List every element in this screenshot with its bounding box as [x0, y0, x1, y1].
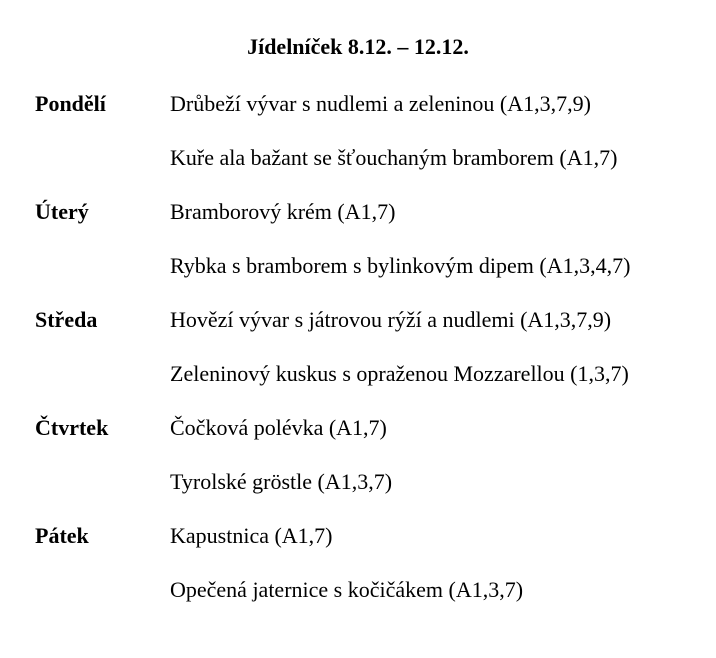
dish-text: Opečená jaternice s kočičákem (A1,3,7): [170, 577, 524, 602]
dish-text: Drůbeží vývar s nudlemi a zeleninou (A1,3,7,9): [170, 91, 591, 116]
dish-text: Čočková polévka (A1,7): [170, 415, 387, 440]
dish-text: Zeleninový kuskus s opraženou Mozzarellou (1,3,7): [170, 361, 629, 386]
menu-row-tuesday-soup: [35, 185, 700, 239]
menu-row-thursday-soup: [35, 401, 700, 455]
menu-row-friday-main: [35, 563, 700, 617]
day-label-thursday: Čtvrtek: [35, 415, 109, 440]
day-label-friday: Pátek: [35, 523, 89, 548]
dish-text: Kuře ala bažant se šťouchaným bramborem (A1,7): [170, 145, 618, 170]
dish-text: Bramborový krém (A1,7): [170, 199, 396, 224]
day-label-tuesday: Úterý: [35, 199, 89, 224]
menu-row-wednesday-soup: [35, 293, 700, 347]
menu-row-tuesday-main: [35, 239, 700, 293]
menu-row-friday-soup: [35, 509, 700, 563]
dish-text: Hovězí vývar s játrovou rýží a nudlemi (A1,3,7,9): [170, 307, 612, 332]
day-label-wednesday: Středa: [35, 307, 98, 332]
dish-text: Rybka s bramborem s bylinkovým dipem (A1,3,4,7): [170, 253, 631, 278]
day-label-monday: Pondělí: [35, 91, 106, 116]
menu-row-wednesday-main: [35, 347, 700, 401]
dish-text: Kapustnica (A1,7): [170, 523, 333, 548]
page-title: Jídelníček 8.12. – 12.12.: [247, 34, 469, 59]
dish-text: Tyrolské gröstle (A1,3,7): [170, 469, 393, 494]
weekly-menu: [0, 77, 716, 617]
menu-row-thursday-main: [35, 455, 700, 509]
menu-row-monday-soup: [35, 77, 700, 131]
menu-row-monday-main: [35, 131, 700, 185]
